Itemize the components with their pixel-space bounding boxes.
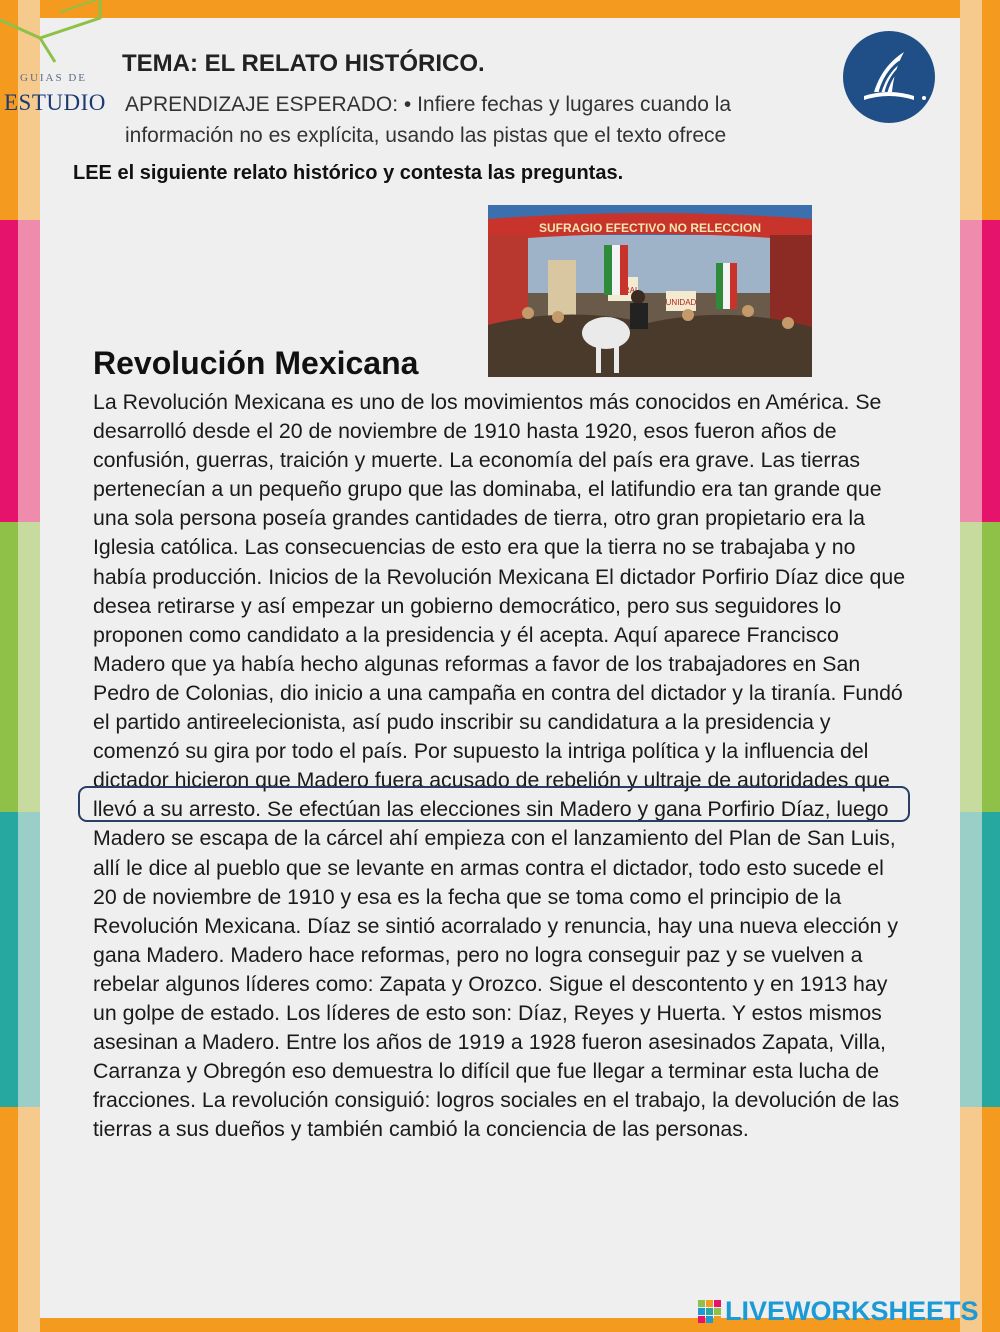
right-border-band (960, 0, 982, 1332)
reading-instruction: LEE el siguiente relato histórico y contesta las preguntas. (73, 162, 624, 184)
logo-estudio: ESTUDIO (4, 90, 106, 115)
book-logo-icon (0, 0, 110, 70)
revolution-painting (488, 205, 812, 377)
painting-banner-text: SUFRAGIO EFECTIVO NO RELECCION (538, 221, 762, 235)
painting-sign-right: UNIDAD (665, 298, 697, 307)
logo-guias-de: GUIAS DE (20, 72, 88, 84)
liveworksheets-logo-icon (698, 1296, 724, 1328)
answer-highlight-box[interactable] (78, 786, 910, 822)
learning-goal: APRENDIZAJE ESPERADO: • Infiere fechas y lugares cuando la información no es explícita, usando las pistas que el texto ofrece (125, 93, 732, 147)
topic-title: TEMA: EL RELATO HISTÓRICO. (122, 50, 485, 77)
left-border-band (18, 0, 40, 1332)
article-body: La Revolución Mexicana es uno de los movimientos más conocidos en América. Se desarrolló desde el 20 de noviembre de 1910 hasta 1920, esos fueron años de confusión, guerras, traición y muerte. La economía del país era grave. Las tierras pertenecían a un pequeño grupo que las dominaba, el latifundio era tan grande que una sola persona poseía grandes cantidades de tierra, otro gran propietario era la Iglesia católica. Las consecuencias de esto era que la tierra no se trabajaba y no había producción. Inicios de la Revolución Mexicana El dictador Porfirio Díaz dice que desea retirarse y así empezar un gobierno democrático, pero sus seguidores lo proponen como candidato a la presidencia y él acepta. Aquí aparece Francisco Madero que ya había hecho algunas reformas a favor de los trabajadores en San Pedro de Colonias, dio inicio a una campaña en contra del dictador y la tiranía. Fundó el partido antireelecionista, así pudo inscribir su candidatura a la presidencia y comenzó su gira por todo el país. Por supuesto la intriga política y la influencia del dictador hicieron que Madero fuera acusado de rebelión y ultraje de autoridades que llevó a su arresto. Se efectúan las elecciones sin Madero y gana Porfirio Díaz, luego Madero se escapa de la cárcel ahí empieza con el lanzamiento del Plan de San Luis, allí le dice al pueblo que se levante en armas contra el dictador, todo esto sucede el 20 de noviembre de 1910 y esa es la fecha que se toma como el principio de la Revolución Mexicana. Díaz se sintió acorralado y renuncia, hay una nueva elección y gana Madero. Madero hace reformas, pero no logra conseguir paz y se vuelven a rebelar algunos líderes como: Zapata y Orozco. Sigue el descontento y en 1913 hay un golpe de estado. Los líderes de esto son: Díaz, Reyes y Huerta. Y estos mismos asesinan a Madero. Entre los años de 1919 a 1928 fueron asesinados Zapata, Villa, Carranza y Obregón eso demuestra lo difícil que fue llegar a terminar esta lucha de fracciones. La revolución consiguió: logros sociales en el trabajo, la devolución de las tierras a sus dueños y también cambió la conciencia de las personas. (93, 390, 906, 1142)
article-title: Revolución Mexicana (93, 345, 419, 381)
liveworksheets-brand[interactable]: LIVEWORKSHEETS (725, 1296, 979, 1326)
church-emblem-icon (842, 30, 936, 124)
